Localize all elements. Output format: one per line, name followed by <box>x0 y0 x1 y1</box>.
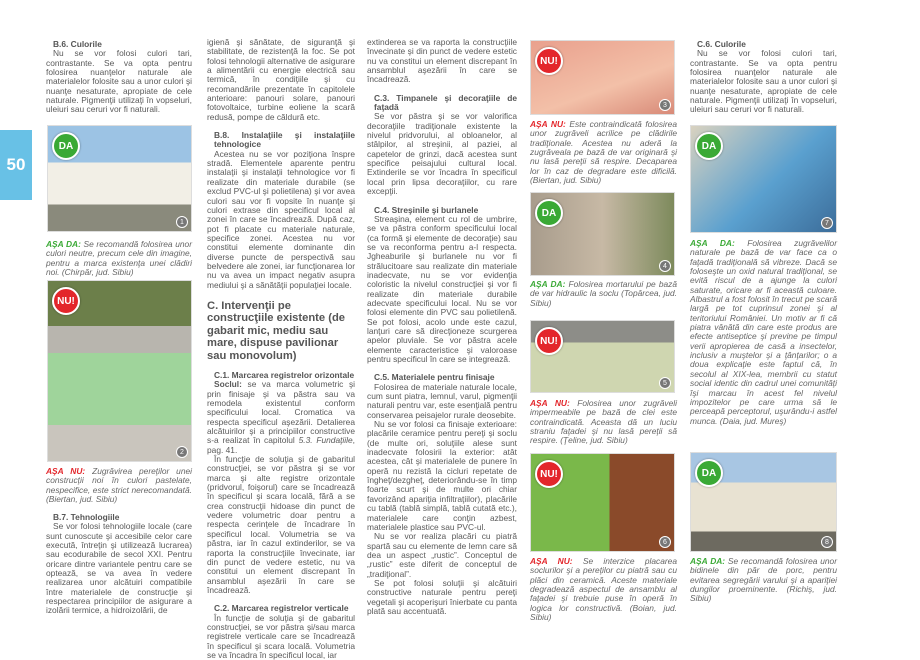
photo-4 <box>530 192 675 276</box>
caption-text: Este contraindicată folosirea unor zugrăveli acrilice pe clădirile tradiţionale. Acestea nu aderă la zugrăveala pe bază de var originară şi nu lasă pereţii să respire. Decaparea lor în caz de degradare este dificilă. (Biertan, jud. Sibiu) <box>530 119 677 186</box>
photo-1 <box>47 125 192 232</box>
section-c-heading: C. Intervenţii pe construcţiile existente (de gabarit mic, mediu sau mare, dispuse pavilionar sau monovolum) <box>207 299 346 362</box>
caption-5 <box>530 399 677 446</box>
c5-heading: C.5. Materialele pentru finisaje <box>374 372 495 383</box>
page-number-tab: 50 <box>0 130 32 200</box>
c5-para-2: Nu se vor folosi ca finisaje exterioare: placările ceramice pentru pereţi şi soclu (de multe ori, soluţiile alese sunt inadecvate folosirii la exterior: atât acestea, cât şi materialele de punere în operă nu rezistă la cicluri repetate de îngheţ/dezgheţ, deteriorându-se în timp foarte scurt şi de multe ori chiar favorizând apariţia infiltraţiilor), placările cu tablă (tablă simplă, tablă cutată etc.), materialele care conţin azbest, materialele plastice sau PVC-ul. <box>367 419 517 532</box>
photo-6 <box>530 453 675 552</box>
c4-text: Streaşina, element cu rol de umbrire, se va păstra conform specificului local (ca formă şi elemente de decoraţie) sau se va reconforma pentru a-l respecta. Jgheaburile şi burlanele nu vor fi strălucitoare sau realizate din materiale inadecvate, nu se vor evidenţia coloristic la nivelul construcţiei şi vor fi realizate din materiale durabile adecvate specificului local. Nu se vor folosi elemente din PVC sau polietilenă. Se pot folosi, acolo unde este cazul, lanţuri care să direcţioneze scurgerea apelor pluviale. Se vor păstra acele elemente caracteristice şi valoroase pentru specificul în care se integrează. <box>367 213 517 364</box>
caption-7 <box>690 239 837 426</box>
c1-reference: 5.3. Fundaţiile <box>298 435 353 446</box>
caption-label: AŞA NU: <box>530 556 573 566</box>
c6-text: Nu se vor folosi culori tari, contrastante. Se va opta pentru folosirea nuanţelor naturale ale materialelor folosite sau a unor culori şi nuanţe nesaturate, apropiate de cele naturale. Pigmenţii utilizaţi în vopseluri, uleiuri sau ceruri vor fi naturali. <box>690 48 837 115</box>
caption-text: Folosirea zugrăvelilor naturale pe bază de var face ca o faţadă tradiţională să vibreze. Dacă se foloseşte un oxid natural tradiţional, se evită riscul de a ajunge la culori saturate, oricare ar fi această culoare. Albastrul a fost folosit în trecut pe scară largă pe tot cuprinsul zonei şi al teritoriului României. Un motiv ar fi că piatra vânătă din care este produs are efecte antiseptice şi previne pe timpul verii apropierea de casă a insectelor, inclusiv a muştelor şi a ţânţarilor; o a doua explicaţie este faptul că, în secolul al XIX-lea, membrii cu statut social identic din cadrul unei comunităţi îşi marcau în acest fel nivelul impozitelor pe care urma să le perceapă perceptorul, uşurându-i astfel munca. (Daia, jud. Mureş) <box>690 238 837 426</box>
caption-label: AŞA NU: <box>46 466 86 476</box>
c1-lead: Soclul: <box>214 379 242 390</box>
photo-number: 3 <box>659 99 671 111</box>
caption-text: Folosirea mortarului pe bază de var hidraulic la soclu (Topârcea, jud. Sibiu) <box>530 279 677 308</box>
caption-text: Folosirea unor zugrăveli impermeabile pe bază de clei este contraindicată. Aceasta dă un luciu straniu faţadei şi nu lasă pereţii să respire. (Ţeline, jud. Sibiu) <box>530 398 677 446</box>
caption-label: AŞA DA: <box>690 238 735 248</box>
caption-4 <box>530 280 677 308</box>
c4-heading: C.4. Streşinile şi burlanele <box>374 204 479 215</box>
photo-number: 1 <box>176 216 188 228</box>
da-badge: DA <box>695 459 723 487</box>
caption-3 <box>530 120 677 185</box>
section-c6 <box>690 40 837 115</box>
caption-2 <box>46 467 192 504</box>
c1-heading: C.1. Marcarea registrelor orizontale <box>214 369 355 380</box>
caption-text: Zugrăvirea pereţilor unei construcţii noi în culori pastelate, nespecifice, este strict nerecomandată. (Biertan, jud. Sibiu) <box>46 466 192 505</box>
caption-8 <box>690 557 837 604</box>
caption-label: AŞA NU: <box>530 119 566 129</box>
c5-para-3: Nu se vor realiza placări cu piatră spartă sau cu elemente de lemn care să dea un aspect „rustic”. Conceptul de „rustic” este diferit de conceptul de „tradiţional”. <box>367 531 517 579</box>
column-3 <box>367 38 517 616</box>
c3-heading: C.3. Timpanele şi decoraţiile de faţadă <box>374 92 517 113</box>
b6-heading: B.6. Culorile <box>53 39 102 49</box>
caption-1 <box>46 240 192 277</box>
photo-number: 8 <box>821 536 833 548</box>
photo-number: 7 <box>821 217 833 229</box>
photo-2 <box>47 280 192 462</box>
c1-text: se va marca volumetric şi prin finisaje şi va păstra sau va remodela existentul conform specificului local. Cromatica va respecta specificul aşezării. Detalierea alcătuirilor şi a principiilor constructive s-a realizat în capitolul <box>207 379 355 446</box>
c3-text: Se vor păstra şi se vor valorifica decoraţiile tradiţionale existente la nivelul pridvorului, al obloanelor, al stâlpilor, al streşinii, al paziei, al capetelor de grinzi, dacă acestea sunt specifice peisajului cultural local. Extinderile se vor încadra în specificul local prin lipsa decoraţiilor, cu rare excepţii. <box>367 111 517 197</box>
caption-label: AŞA DA: <box>46 239 81 249</box>
photo-7 <box>690 125 837 233</box>
photo-number: 2 <box>176 446 188 458</box>
c1-para-2: În funcţie de soluţia şi de gabaritul construcţiei, se vor păstra şi se vor marca şi alte registre orizontale (pridvorul, foişorul) care se încadrează în specificul şi scara locală, fără a se crea construcţii hidoase din punct de vedere volumetric doar pentru a respecta cerinţele de încadrare în specificul local. Volumetria se va păstra, iar în cazul extinderilor, se va raporta la construcţiile învecinate, iar din punct de vedere estetic, nu va constitui un element discrepant în ansamblul aşezării în care se încadrează. <box>207 454 355 595</box>
caption-label: AŞA NU: <box>530 398 570 408</box>
column-2 <box>207 38 355 660</box>
c1-text-end: , pag. 41. <box>207 435 355 455</box>
photo-3 <box>530 40 675 115</box>
c1-para-1 <box>207 380 355 455</box>
nu-badge: NU! <box>535 460 563 488</box>
caption-label: AŞA DA: <box>690 556 726 566</box>
c5-para-4: Se pot folosi soluţii şi alcătuiri constructive naturale pentru pereţi vegetali şi acoperişuri înierbate cu panta plată sau accentuată. <box>367 577 517 616</box>
da-badge: DA <box>52 132 80 160</box>
caption-6 <box>530 557 677 622</box>
b7-heading: B.7. Tehnologiile <box>53 512 120 522</box>
b8-text: Acestea nu se vor poziţiona înspre stradă. Elementele aparente pentru instalaţii şi instalaţii tehnologice vor fi realizate din materiale durabile (se exclud PVC-ul şi polietilena) şi vor avea culori sau vor fi vopsite în nuanţe şi culori extrase din specificul local al zonei în care se încadrează. După caz, pot fi placate cu materiale naturale, specifice zonei. Acestea nu vor constitui elemente dominante din diverse puncte de perspectivă sau belvedere ale zonei, iar funcţionarea lor nu va avea un impact negativ asupra mediului şi a sănătăţii populaţiei locale. <box>207 148 355 290</box>
section-b7 <box>46 513 192 616</box>
b6-text: Nu se vor folosi culori tari, contrastante. Se va opta pentru folosirea nuanţelor naturale ale materialelor folosite sau a unor culori şi nuanţe nesaturate, apropiate de cele naturale. Pigmenţii utilizaţi în vopseluri, uleiuri sau ceruri vor fi naturali. <box>46 48 192 115</box>
photo-number: 4 <box>659 260 671 272</box>
c2-text: În funcţie de soluţia şi de gabaritul construcţiei, se vor păstra şi/sau marca registrele verticale care se încadrează în specificul şi scara locală. Volumetria se va încadra în specificul local, iar <box>207 612 355 660</box>
c5-para-1: Folosirea de materiale naturale locale, cum sunt piatra, lemnul, varul, pigmenţii naturali pentru var, este esenţială pentru conservarea peisajelor rurale deosebite. <box>367 381 517 420</box>
da-badge: DA <box>535 199 563 227</box>
b8-heading: B.8. Instalaţiile şi instalaţiile tehnologice <box>214 130 355 150</box>
photo-number: 6 <box>659 536 671 548</box>
nu-badge: NU! <box>52 287 80 315</box>
nu-badge: NU! <box>535 327 563 355</box>
caption-label: AŞA DA: <box>530 279 566 289</box>
caption-text: Se interzice placarea soclurilor şi a pereţilor cu piatră sau cu plăci din ceramică. Aceste materiale degradează aspectul de ansamblu al faţadei şi trebuie puse în operă în logica lor constructivă. (Boian, jud. Sibiu) <box>530 556 677 623</box>
da-badge: DA <box>695 132 723 160</box>
section-b6 <box>46 40 192 115</box>
caption-text: Se recomandă folosirea unor bidinele din păr de porc, pentru evitarea segregării varului şi a apariţiei dungilor proeminente. (Richiş, jud. Sibiu) <box>690 556 837 604</box>
photo-5 <box>530 320 675 393</box>
caption-text: Se recomandă folosirea unor culori neutre, precum cele din imagine, pentru a marca existenţa unei clădiri noi. (Chirpăr, jud. Sibiu) <box>46 239 192 278</box>
c2-heading: C.2. Marcarea registrelor verticale <box>214 603 349 614</box>
c2-continued: extinderea se va raporta la construcţiile învecinate şi din punct de vedere estetic nu va constitui un element discrepant în ansamblul aşezării în care se încadrează. <box>367 37 517 85</box>
b7-text: Se vor folosi tehnologiile locale (care sunt cunoscute şi accesibile celor care execută, întreţin şi utilizează lucrarea) sau ecodurabile de secol XXI. Pentru oricare dintre variantele pentru care se optează, se va avea în vedere realizarea unor alcătuiri compatibile între materialele de construcţie şi respectarea principiilor de asigurare a izolării termice, a hidroizolării, de <box>46 521 192 616</box>
b7-continued: igienă şi sănătate, de siguranţă şi stabilitate, de rezistenţă la foc. Se pot folosi tehnologii alternative de asigurare a alimentării cu energie electrică sau termică, în condiţiile şi cu recomandările prezentate în capitolele anterioare: panouri solare, panouri fotovoltaice, turbine eoliene la scară redusă, pompe de căldură etc. <box>207 37 355 122</box>
photo-number: 5 <box>659 377 671 389</box>
nu-badge: NU! <box>535 47 563 75</box>
photo-8 <box>690 452 837 552</box>
c6-heading: C.6. Culorile <box>697 39 746 49</box>
